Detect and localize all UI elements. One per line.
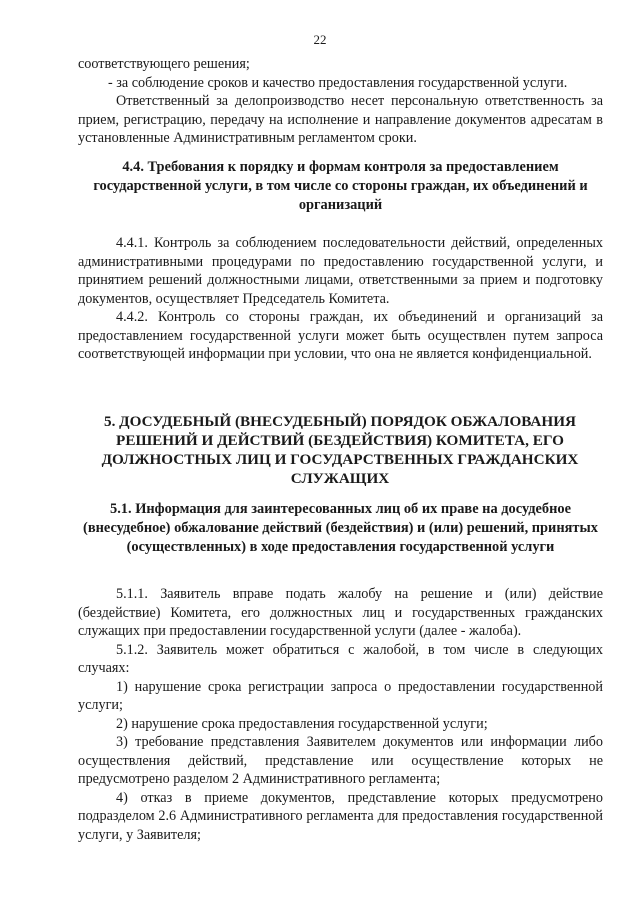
section-5-heading: 5. ДОСУДЕБНЫЙ (ВНЕСУДЕБНЫЙ) ПОРЯДОК ОБЖАЛОВАНИЯ РЕШЕНИЙ И ДЕЙСТВИЙ (БЕЗДЕЙСТВИЯ) КОМИТЕТА, ЕГО ДОЛЖНОСТНЫХ ЛИЦ И ГОСУДАРСТВЕННЫХ ГРАЖДАНСКИХ СЛУЖАЩИХ [101,413,579,487]
section-4-4-heading: 4.4. Требования к порядку и формам контроля за предоставлением государственной услуги, в том числе со стороны граждан, их объединений и организаций [93,159,588,213]
continued-line: соответствующего решения; [78,56,250,72]
case-item-2: 2) нарушение срока предоставления государственной услуги; [116,715,488,732]
paragraph-5-1-2: 5.1.2. Заявитель может обратиться с жалобой, в том числе в следующих случаях: [78,641,603,676]
section-5 [92,412,588,488]
paragraph-4-4-1: 4.4.1. Контроль за соблюдением последовательности действий, определенных административными процедурами по предоставлению государственной услуги, и принятием решений должностными лицами, ответственными за прием и подготовку документов, осуществляет Председатель Комитета. [78,235,603,307]
section-5-1-body [78,585,603,844]
case-item-4: 4) отказ в приеме документов, представление которых предусмотрено подразделом 2.6 Административного регламента для предоставления государственной услуги, у Заявителя; [78,789,603,843]
section-4-4-body [78,234,603,364]
case-item-1: 1) нарушение срока регистрации запроса о предоставлении государственной услуги; [78,678,603,713]
paragraph-responsibility: Ответственный за делопроизводство несет персональную ответственность за прием, регистрацию, передачу на исполнение и направление документов адресатам в установленные Административным регламентом сроки. [78,93,603,146]
page-number: 22 [313,32,327,47]
top-block [78,55,603,148]
list-item-dash: - за соблюдение сроков и качество предоставления государственной услуги. [108,74,568,91]
section-4-4 [84,158,597,215]
paragraph-4-4-2: 4.4.2. Контроль со стороны граждан, их объединений и организаций за предоставлением государственной услуги может быть осуществлен путем запроса соответствующей информации при условии, что она не является конфиденциальной. [78,309,603,362]
section-5-1-heading: 5.1. Информация для заинтересованных лиц об их праве на досудебное (внесудебное) обжалование действий (бездействия) и (или) решений, принятых (осуществленных) в ходе предоставления государственной услуги [83,501,598,555]
paragraph-5-1-1: 5.1.1. Заявитель вправе подать жалобу на решение и (или) действие (бездействие) Комитета, его должностных лиц и государственных гражданских служащих при предоставлении государственной услуги (далее - жалоба). [78,586,603,639]
case-item-3: 3) требование представления Заявителем документов или информации либо осуществления действий, представление или осуществление которых не предусмотрено разделом 2 Административного регламента; [78,734,603,787]
section-5-1 [82,500,599,557]
